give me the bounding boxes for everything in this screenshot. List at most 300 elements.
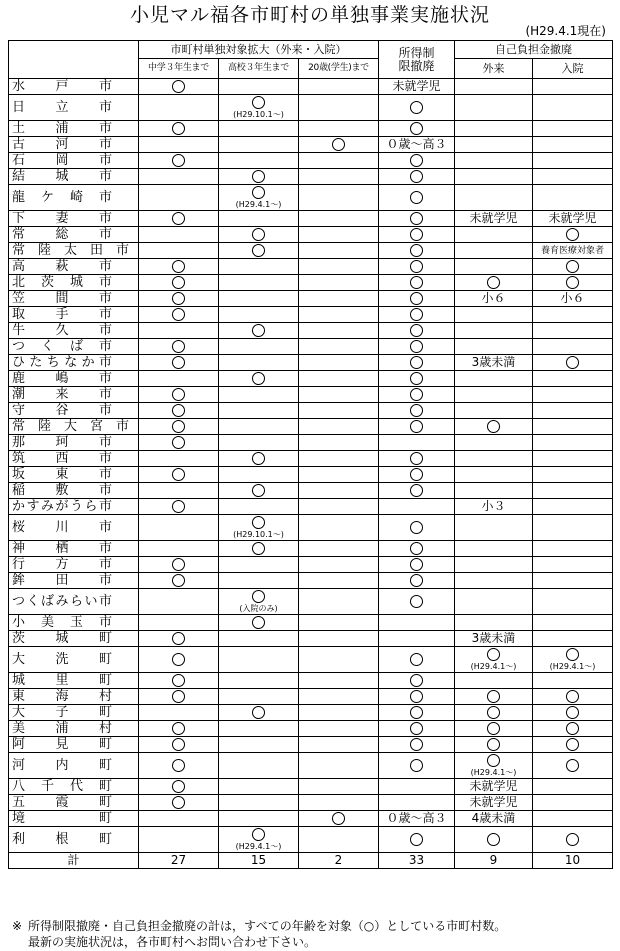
table-row — [9, 589, 613, 615]
municipality-name — [9, 137, 139, 153]
municipality-name — [9, 79, 139, 95]
circle-mark-icon — [410, 244, 423, 257]
circle-mark-icon — [566, 738, 579, 751]
cell-junior-high — [139, 811, 219, 827]
circle-mark-icon — [172, 722, 185, 735]
as-of-date: (H29.4.1現在) — [525, 24, 606, 38]
circle-mark-icon — [252, 228, 265, 241]
municipality-name — [9, 121, 139, 137]
circle-mark-icon — [172, 388, 185, 401]
circle-mark-icon — [172, 404, 185, 417]
cell-outpatient — [455, 827, 533, 853]
cell-junior-high — [139, 483, 219, 499]
cell-age-20 — [299, 705, 379, 721]
municipality-label: 神 栖 市 — [12, 541, 112, 556]
circle-mark-icon — [410, 276, 423, 289]
municipality-name — [9, 589, 139, 615]
table-row — [9, 243, 613, 259]
cell-outpatient — [455, 95, 533, 121]
circle-mark-icon — [410, 759, 423, 772]
municipality-label: 土 浦 市 — [12, 121, 112, 136]
cell-age-20 — [299, 615, 379, 631]
municipality-name — [9, 499, 139, 515]
effective-date-note: (H29.4.1～) — [235, 200, 282, 209]
cell-high-school — [219, 121, 299, 137]
cell-inpatient — [533, 185, 613, 211]
circle-mark-icon — [410, 833, 423, 846]
cell-high-school — [219, 811, 299, 827]
municipality-name — [9, 795, 139, 811]
circle-mark-icon — [410, 653, 423, 666]
cell-age-20 — [299, 227, 379, 243]
table-row — [9, 137, 613, 153]
cell-junior-high — [139, 515, 219, 541]
cell-junior-high — [139, 387, 219, 403]
cell-high-school — [219, 339, 299, 355]
cell-age-20 — [299, 121, 379, 137]
cell-text: ０歳～高３ — [386, 811, 447, 825]
circle-mark-icon — [172, 260, 185, 273]
circle-mark-icon — [566, 260, 579, 273]
cell-inpatient — [533, 705, 613, 721]
circle-mark-icon — [410, 468, 423, 481]
cell-age-20 — [299, 753, 379, 779]
municipality-label: 潮 来 市 — [12, 387, 112, 402]
cell-age-20 — [299, 153, 379, 169]
cell-income-limit — [379, 647, 455, 673]
circle-mark-icon — [252, 324, 265, 337]
municipality-name — [9, 185, 139, 211]
cell-text: 未就学児 — [469, 211, 518, 225]
municipality-label: 常 総 市 — [12, 227, 112, 242]
circle-mark-icon — [410, 212, 423, 225]
table-row — [9, 811, 613, 827]
cell-income-limit — [379, 515, 455, 541]
cell-high-school — [219, 467, 299, 483]
cell-age-20 — [299, 137, 379, 153]
circle-mark-icon — [566, 759, 579, 772]
cell-outpatient — [455, 339, 533, 355]
cell-high-school — [219, 499, 299, 515]
municipality-name — [9, 211, 139, 227]
cell-inpatient — [533, 275, 613, 291]
cell-inpatient — [533, 153, 613, 169]
municipality-name — [9, 153, 139, 169]
cell-high-school — [219, 827, 299, 853]
total-age-20: 2 — [299, 853, 379, 869]
circle-mark-icon — [410, 356, 423, 369]
cell-junior-high — [139, 573, 219, 589]
circle-mark-icon — [252, 542, 265, 555]
circle-mark-icon — [410, 324, 423, 337]
circle-mark-icon — [172, 780, 185, 793]
municipality-name — [9, 387, 139, 403]
cell-inpatient — [533, 291, 613, 307]
cell-text: 小６ — [560, 291, 585, 305]
cell-inpatient — [533, 79, 613, 95]
cell-text: 小３ — [481, 499, 506, 513]
cell-age-20 — [299, 419, 379, 435]
cell-age-20 — [299, 291, 379, 307]
circle-mark-icon — [410, 228, 423, 241]
municipality-name — [9, 355, 139, 371]
cell-outpatient — [455, 483, 533, 499]
circle-mark-icon — [410, 260, 423, 273]
cell-text: 3歳未満 — [471, 631, 516, 645]
cell-high-school — [219, 307, 299, 323]
circle-mark-icon — [566, 228, 579, 241]
cell-inpatient — [533, 615, 613, 631]
circle-mark-icon — [252, 706, 265, 719]
circle-mark-icon — [172, 558, 185, 571]
cell-income-limit — [379, 339, 455, 355]
cell-outpatient — [455, 435, 533, 451]
cell-inpatient — [533, 227, 613, 243]
cell-high-school — [219, 355, 299, 371]
cell-age-20 — [299, 79, 379, 95]
circle-mark-icon — [172, 80, 185, 93]
cell-age-20 — [299, 779, 379, 795]
table-row — [9, 227, 613, 243]
cell-junior-high — [139, 227, 219, 243]
cell-income-limit — [379, 705, 455, 721]
cell-inpatient — [533, 515, 613, 541]
total-outpatient: 9 — [455, 853, 533, 869]
municipality-name — [9, 811, 139, 827]
cell-inpatient — [533, 737, 613, 753]
cell-inpatient — [533, 589, 613, 615]
circle-mark-icon — [487, 722, 500, 735]
effective-date-note: (H29.4.1～) — [470, 768, 517, 777]
table-row — [9, 737, 613, 753]
circle-mark-icon — [487, 648, 500, 661]
effective-date-note: (H29.10.1～) — [233, 530, 284, 539]
cell-inpatient — [533, 95, 613, 121]
municipality-label: 八 千 代 町 — [12, 779, 112, 794]
municipality-name — [9, 721, 139, 737]
table-row — [9, 323, 613, 339]
program-table — [8, 40, 613, 869]
header-high-school: 高校３年生まで — [219, 59, 299, 79]
municipality-label: 鉾 田 市 — [12, 573, 112, 588]
circle-mark-icon — [410, 558, 423, 571]
municipality-label: 美 浦 村 — [12, 721, 112, 736]
table-row — [9, 795, 613, 811]
circle-mark-icon — [252, 616, 265, 629]
cell-age-20 — [299, 499, 379, 515]
cell-outpatient — [455, 169, 533, 185]
table-row — [9, 387, 613, 403]
cell-outpatient — [455, 275, 533, 291]
cell-inpatient — [533, 339, 613, 355]
table-row — [9, 779, 613, 795]
cell-outpatient — [455, 419, 533, 435]
municipality-name — [9, 779, 139, 795]
municipality-name — [9, 419, 139, 435]
cell-outpatient — [455, 153, 533, 169]
table-row — [9, 79, 613, 95]
circle-mark-icon — [410, 170, 423, 183]
cell-outpatient — [455, 573, 533, 589]
cell-income-limit — [379, 467, 455, 483]
municipality-label: 高 萩 市 — [12, 259, 112, 274]
cell-junior-high — [139, 467, 219, 483]
cell-inpatient — [533, 467, 613, 483]
cell-inpatient — [533, 673, 613, 689]
cell-age-20 — [299, 557, 379, 573]
circle-mark-icon — [487, 754, 500, 767]
cell-income-limit — [379, 323, 455, 339]
cell-income-limit — [379, 403, 455, 419]
municipality-name — [9, 541, 139, 557]
cell-inpatient — [533, 721, 613, 737]
cell-high-school — [219, 615, 299, 631]
cell-age-20 — [299, 631, 379, 647]
circle-mark-icon — [410, 420, 423, 433]
table-row — [9, 615, 613, 631]
header-income-limit: 所得制限撤廃 — [379, 41, 455, 79]
table-row — [9, 419, 613, 435]
circle-mark-icon — [410, 690, 423, 703]
table-row — [9, 435, 613, 451]
municipality-name — [9, 827, 139, 853]
cell-income-limit — [379, 435, 455, 451]
cell-outpatient — [455, 631, 533, 647]
cell-junior-high — [139, 499, 219, 515]
municipality-label: 守 谷 市 — [12, 403, 112, 418]
cell-junior-high — [139, 355, 219, 371]
cell-age-20 — [299, 795, 379, 811]
cell-junior-high — [139, 137, 219, 153]
cell-income-limit — [379, 259, 455, 275]
cell-outpatient — [455, 185, 533, 211]
table-row — [9, 339, 613, 355]
circle-mark-icon — [410, 122, 423, 135]
municipality-name — [9, 673, 139, 689]
circle-mark-icon — [172, 212, 185, 225]
circle-mark-icon — [566, 706, 579, 719]
cell-junior-high — [139, 589, 219, 615]
cell-outpatient — [455, 753, 533, 779]
municipality-label: つ く ば 市 — [12, 339, 112, 354]
cell-outpatient — [455, 689, 533, 705]
cell-high-school — [219, 753, 299, 779]
cell-high-school — [219, 779, 299, 795]
cell-junior-high — [139, 259, 219, 275]
footnote-mark: ※ — [12, 919, 23, 933]
cell-junior-high — [139, 689, 219, 705]
cell-income-limit — [379, 419, 455, 435]
cell-age-20 — [299, 451, 379, 467]
cell-income-limit — [379, 721, 455, 737]
cell-high-school — [219, 541, 299, 557]
municipality-name — [9, 291, 139, 307]
cell-outpatient — [455, 615, 533, 631]
table-row — [9, 307, 613, 323]
cell-inpatient — [533, 483, 613, 499]
cell-high-school — [219, 419, 299, 435]
cell-high-school — [219, 275, 299, 291]
circle-mark-icon — [172, 632, 185, 645]
cell-outpatient — [455, 403, 533, 419]
cell-junior-high — [139, 275, 219, 291]
cell-text: 未就学児 — [469, 795, 518, 809]
municipality-name — [9, 689, 139, 705]
circle-mark-icon — [410, 292, 423, 305]
cell-inpatient — [533, 435, 613, 451]
table-row — [9, 275, 613, 291]
cell-outpatient — [455, 779, 533, 795]
cell-income-limit — [379, 541, 455, 557]
cell-high-school — [219, 291, 299, 307]
cell-outpatient — [455, 647, 533, 673]
circle-mark-icon — [252, 452, 265, 465]
cell-age-20 — [299, 541, 379, 557]
municipality-name — [9, 403, 139, 419]
cell-income-limit — [379, 227, 455, 243]
cell-text: 小６ — [481, 291, 506, 305]
cell-outpatient — [455, 705, 533, 721]
circle-mark-icon — [410, 722, 423, 735]
circle-mark-icon — [172, 420, 185, 433]
cell-high-school — [219, 323, 299, 339]
cell-income-limit — [379, 451, 455, 467]
table-row — [9, 259, 613, 275]
cell-income-limit — [379, 615, 455, 631]
circle-mark-icon — [487, 738, 500, 751]
cell-age-20 — [299, 339, 379, 355]
cell-text: 未就学児 — [469, 779, 518, 793]
circle-mark-icon — [410, 595, 423, 608]
effective-date-note: (H29.4.1～) — [470, 662, 517, 671]
cell-age-20 — [299, 243, 379, 259]
cell-outpatient — [455, 451, 533, 467]
municipality-label: 石 岡 市 — [12, 153, 112, 168]
cell-inpatient — [533, 689, 613, 705]
table-row — [9, 753, 613, 779]
circle-mark-icon — [172, 292, 185, 305]
municipality-label: 利 根 町 — [12, 832, 112, 847]
circle-mark-icon — [487, 833, 500, 846]
cell-high-school — [219, 95, 299, 121]
cell-inpatient — [533, 387, 613, 403]
circle-mark-icon — [252, 186, 265, 199]
cell-junior-high — [139, 121, 219, 137]
cell-inpatient — [533, 573, 613, 589]
effective-date-note: (入院のみ) — [239, 604, 278, 613]
cell-high-school — [219, 79, 299, 95]
cell-outpatient — [455, 795, 533, 811]
cell-high-school — [219, 557, 299, 573]
cell-outpatient — [455, 811, 533, 827]
cell-high-school — [219, 227, 299, 243]
cell-age-20 — [299, 169, 379, 185]
cell-junior-high — [139, 291, 219, 307]
total-income-limit: 33 — [379, 853, 455, 869]
cell-junior-high — [139, 631, 219, 647]
municipality-label: 龍 ケ 崎 市 — [12, 190, 112, 205]
table-row — [9, 153, 613, 169]
cell-high-school — [219, 689, 299, 705]
cell-income-limit — [379, 689, 455, 705]
municipality-label: 坂 東 市 — [12, 467, 112, 482]
cell-income-limit — [379, 557, 455, 573]
cell-high-school — [219, 211, 299, 227]
circle-mark-icon — [172, 276, 185, 289]
circle-mark-icon — [252, 170, 265, 183]
cell-junior-high — [139, 323, 219, 339]
table-row — [9, 721, 613, 737]
cell-text: 3歳未満 — [471, 355, 516, 369]
municipality-name — [9, 573, 139, 589]
cell-outpatient — [455, 291, 533, 307]
cell-inpatient — [533, 631, 613, 647]
municipality-name — [9, 95, 139, 121]
municipality-label: 常 陸 大 宮 市 — [12, 419, 130, 434]
cell-junior-high — [139, 419, 219, 435]
cell-junior-high — [139, 753, 219, 779]
circle-mark-icon — [172, 738, 185, 751]
municipality-name — [9, 339, 139, 355]
cell-junior-high — [139, 615, 219, 631]
circle-mark-icon — [410, 101, 423, 114]
cell-junior-high — [139, 779, 219, 795]
circle-mark-icon — [172, 436, 185, 449]
municipality-label: 結 城 市 — [12, 169, 112, 184]
cell-high-school — [219, 631, 299, 647]
table-row — [9, 689, 613, 705]
municipality-label: 小 美 玉 市 — [12, 615, 112, 630]
cell-high-school — [219, 451, 299, 467]
cell-high-school — [219, 243, 299, 259]
cell-inpatient — [533, 541, 613, 557]
circle-mark-icon — [172, 122, 185, 135]
total-high-school: 15 — [219, 853, 299, 869]
circle-mark-icon — [487, 420, 500, 433]
municipality-label: 鹿 嶋 市 — [12, 371, 112, 386]
table-row — [9, 827, 613, 853]
cell-outpatient — [455, 387, 533, 403]
circle-mark-icon — [252, 828, 265, 841]
page-title: 小児マル福各市町村の単独事業実施状況 — [129, 4, 490, 26]
table-row — [9, 467, 613, 483]
cell-junior-high — [139, 705, 219, 721]
municipality-label: 北 茨 城 市 — [12, 275, 112, 290]
cell-inpatient — [533, 795, 613, 811]
cell-junior-high — [139, 169, 219, 185]
cell-age-20 — [299, 737, 379, 753]
cell-junior-high — [139, 95, 219, 121]
cell-high-school — [219, 721, 299, 737]
municipality-label: 河 内 町 — [12, 758, 112, 773]
table-row — [9, 705, 613, 721]
cell-junior-high — [139, 153, 219, 169]
cell-outpatient — [455, 137, 533, 153]
cell-outpatient — [455, 121, 533, 137]
municipality-label: 那 珂 市 — [12, 435, 112, 450]
circle-mark-icon — [410, 484, 423, 497]
municipality-label: 城 里 町 — [12, 673, 112, 688]
header-municipality — [9, 41, 139, 79]
municipality-label: ひたちなか市 — [12, 355, 112, 370]
cell-income-limit — [379, 371, 455, 387]
municipality-name — [9, 307, 139, 323]
cell-inpatient — [533, 169, 613, 185]
cell-junior-high — [139, 403, 219, 419]
municipality-label: 笠 間 市 — [12, 291, 112, 306]
circle-mark-icon — [172, 796, 185, 809]
municipality-label: 桜 川 市 — [12, 520, 112, 535]
